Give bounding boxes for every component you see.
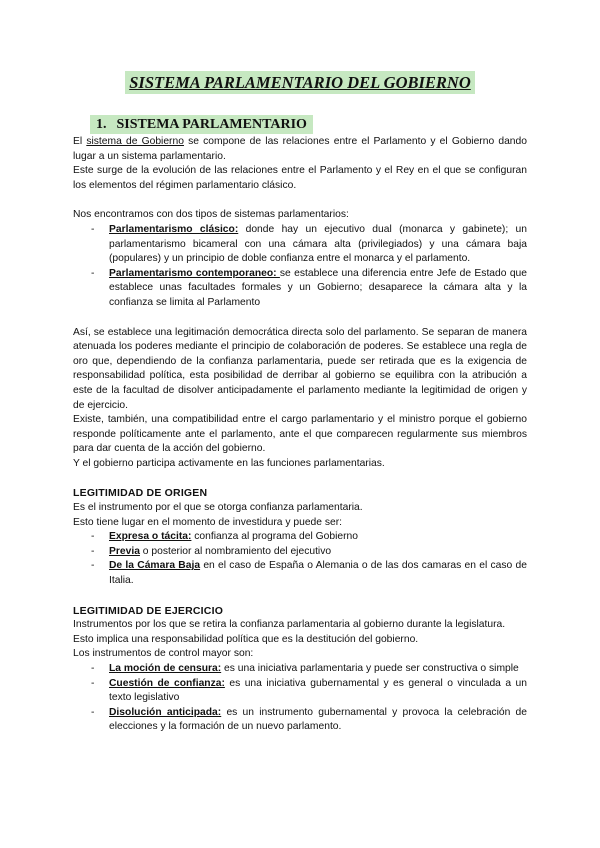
list-item-term: Cuestión de confianza: <box>109 677 225 689</box>
list-item-text: en el caso de España o Alemania o de las dos camaras en el caso de Italia. <box>109 560 527 587</box>
list-item <box>109 545 527 560</box>
list-item <box>109 662 527 677</box>
section-title: SISTEMA PARLAMENTARIO <box>116 117 307 132</box>
spacer <box>73 311 527 326</box>
ejercicio-heading: LEGITIMIDAD DE EJERCICIO <box>73 604 224 617</box>
origen-list <box>73 530 527 588</box>
list-item-term: Expresa o tácita: <box>109 531 192 543</box>
intro-paragraph-2: Este surge de la evolución de las relaciones entre el Parlamento y el Rey en el que se configuran los elementos del régimen parlamentario clásico. <box>73 165 527 191</box>
origen-paragraph-2: Esto tiene lugar en el momento de investidura y puede ser: <box>73 516 343 528</box>
section-heading <box>90 115 313 134</box>
list-item <box>109 677 527 706</box>
list-item-text: es una iniciativa parlamentaria y puede ser constructiva o simple <box>221 663 519 674</box>
list-item <box>109 559 527 588</box>
ejercicio-paragraph-1: Instrumentos por los que se retira la confianza parlamentaria al gobierno durante la legislatura. <box>73 619 506 631</box>
types-list <box>73 223 527 311</box>
list-item <box>109 706 527 735</box>
document-body <box>73 135 527 735</box>
list-item-text: es un instrumento gubernamental y provoca la celebración de elecciones y la formación de un nuevo parlamento. <box>109 706 527 733</box>
list-item-text: se establece una diferencia entre Jefe de Estado que establece unas facultades formales y un Gobierno; desaparece la cámara alta y la confianza se limita al Parlamento <box>109 267 527 308</box>
types-lead: Nos encontramos con dos tipos de sistemas parlamentarios: <box>73 209 349 221</box>
list-item-term: Parlamentarismo clásico: <box>109 223 239 235</box>
ejercicio-paragraph-2: Esto implica una responsabilidad política que es la destitución del gobierno. <box>73 633 419 645</box>
intro-paragraph-1 <box>73 135 527 164</box>
origen-heading: LEGITIMIDAD DE ORIGEN <box>73 487 208 500</box>
ejercicio-paragraph-3: Los instrumentos de control mayor son: <box>73 648 254 660</box>
list-item-text: confianza al programa del Gobierno <box>191 531 358 543</box>
list-item <box>109 223 527 267</box>
title-wrapper <box>0 71 600 94</box>
section-number: 1. <box>96 117 107 132</box>
list-item-term: Disolución anticipada: <box>109 706 222 718</box>
intro-text-pre: El <box>73 136 87 147</box>
intro-text-post: se compone de las relaciones entre el Parlamento y el Gobierno dando lugar a un sistema parlamentario. <box>73 136 527 162</box>
body-paragraph-2: Existe, también, una compatibilidad entre el cargo parlamentario y el ministro porque el gobierno responde políticamente ante el parlamento, ante el que comparecen regularmente sus miembros para dar cuenta de la acción del gobierno. <box>73 414 527 455</box>
list-item <box>109 530 527 545</box>
body-paragraph-3: Y el gobierno participa activamente en las funciones parlamentarias. <box>73 457 385 469</box>
list-item-term: La moción de censura: <box>109 663 222 674</box>
list-item-term: De la Cámara Baja <box>109 560 201 572</box>
spacer <box>73 589 527 604</box>
sistema-de-gobierno-term: sistema de Gobierno <box>86 136 184 147</box>
origen-paragraph-1: Es el instrumento por el que se otorga confianza parlamentaria. <box>73 502 363 514</box>
list-item-term: Parlamentarismo contemporaneo: <box>109 267 280 279</box>
body-paragraph-1: Así, se establece una legitimación democrática directa solo del parlamento. Se separan de manera atenuada los poderes mediante el principio de colaboración de poderes. Se establece una regla de oro que, dependiendo de la confianza parlamentaria, puede ser retirada que es la exigencia de responsabilidad política, esta posibilidad de derribar al gobierno se equilibra con la atribución a este de la facultad de disolver anticipadamente el parlamento mediante la legitimidad de origen y de ejercicio. <box>73 326 527 411</box>
page-title: SISTEMA PARLAMENTARIO DEL GOBIERNO <box>125 71 475 94</box>
list-item-text: es una iniciativa gubernamental y es general o vinculada a un texto legislativo <box>109 677 527 704</box>
ejercicio-list <box>73 662 527 735</box>
list-item-text: o posterior al nombramiento del ejecutivo <box>139 545 332 557</box>
list-item <box>109 267 527 311</box>
list-item-term: Previa <box>109 545 140 557</box>
spacer <box>73 471 527 486</box>
spacer <box>73 193 527 208</box>
list-item-text: donde hay un ejecutivo dual (monarca y gabinete); un parlamentarismo bicameral con una cámara alta (privilegiados) y una cámara baja (populares) y un principio de doble confianza entre el monarca y el parlamento. <box>109 223 527 265</box>
section-heading-wrapper <box>90 115 313 134</box>
